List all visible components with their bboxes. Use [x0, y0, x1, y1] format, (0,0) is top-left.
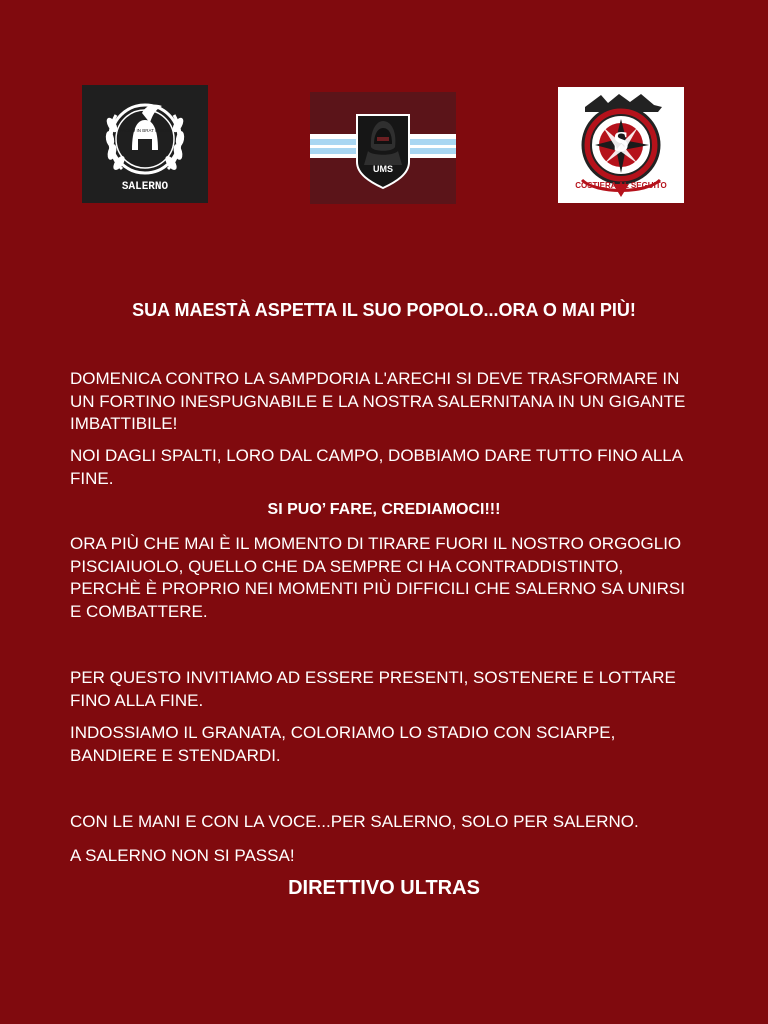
page-title: SUA MAESTÀ ASPETTA IL SUO POPOLO...ORA O MAI PIÙ!: [132, 300, 636, 320]
hooded-figure-shield-icon: [310, 92, 456, 204]
message-paragraph-1: DOMENICA CONTRO LA SAMPDORIA L'ARECHI SI DEVE TRASFORMARE IN UN FORTINO INESPUGNABILE E LA NOSTRA SALERNITANA IN UN GIGANTE IMBATTIBILE!: [70, 369, 686, 433]
logo-ums: [310, 92, 456, 204]
logo-ums-text: UMS: [373, 164, 393, 174]
logo-salerno: [82, 85, 208, 203]
logo-costiera-al-seguito: [558, 87, 684, 203]
compass-rose-shield-icon: [558, 87, 684, 203]
callout-line: SI PUO’ FARE, CREDIAMOCI!!!: [267, 501, 501, 518]
logo-costiera-text: COSTIERA AL SEGUITO: [575, 181, 667, 190]
message-paragraph-2: NOI DAGLI SPALTI, LORO DAL CAMPO, DOBBIAMO DARE TUTTO FINO ALLA FINE.: [70, 446, 683, 488]
message-paragraph-6: CON LE MANI E CON LA VOCE...PER SALERNO, SOLO PER SALERNO.: [70, 812, 639, 831]
spartan-helmet-laurel-icon: [82, 85, 208, 203]
message-paragraph-4: PER QUESTO INVITIAMO AD ESSERE PRESENTI, SOSTENERE E LOTTARE FINO ALLA FINE.: [70, 668, 676, 710]
logo-salerno-arc-text: FACEM IN BRAT PRESE: [119, 128, 171, 133]
message-paragraph-5: INDOSSIAMO IL GRANATA, COLORIAMO LO STADIO CON SCIARPE, BANDIERE E STENDARDI.: [70, 723, 616, 765]
message-paragraph-3: ORA PIÙ CHE MAI È IL MOMENTO DI TIRARE FUORI IL NOSTRO ORGOGLIO PISCIAIUOLO, QUELLO CHE DA SEMPRE CI HA CONTRADDISTINTO, PERCHÈ È PROPRIO NEI MOMENTI PIÙ DIFFICILI CHE SALERNO SA UNIRSI E COMBATTERE.: [70, 534, 685, 621]
logo-salerno-text: SALERNO: [121, 181, 169, 193]
svg-text:S: S: [613, 127, 629, 158]
message-paragraph-7: A SALERNO NON SI PASSA!: [70, 846, 295, 865]
signature: DIRETTIVO ULTRAS: [288, 877, 480, 899]
